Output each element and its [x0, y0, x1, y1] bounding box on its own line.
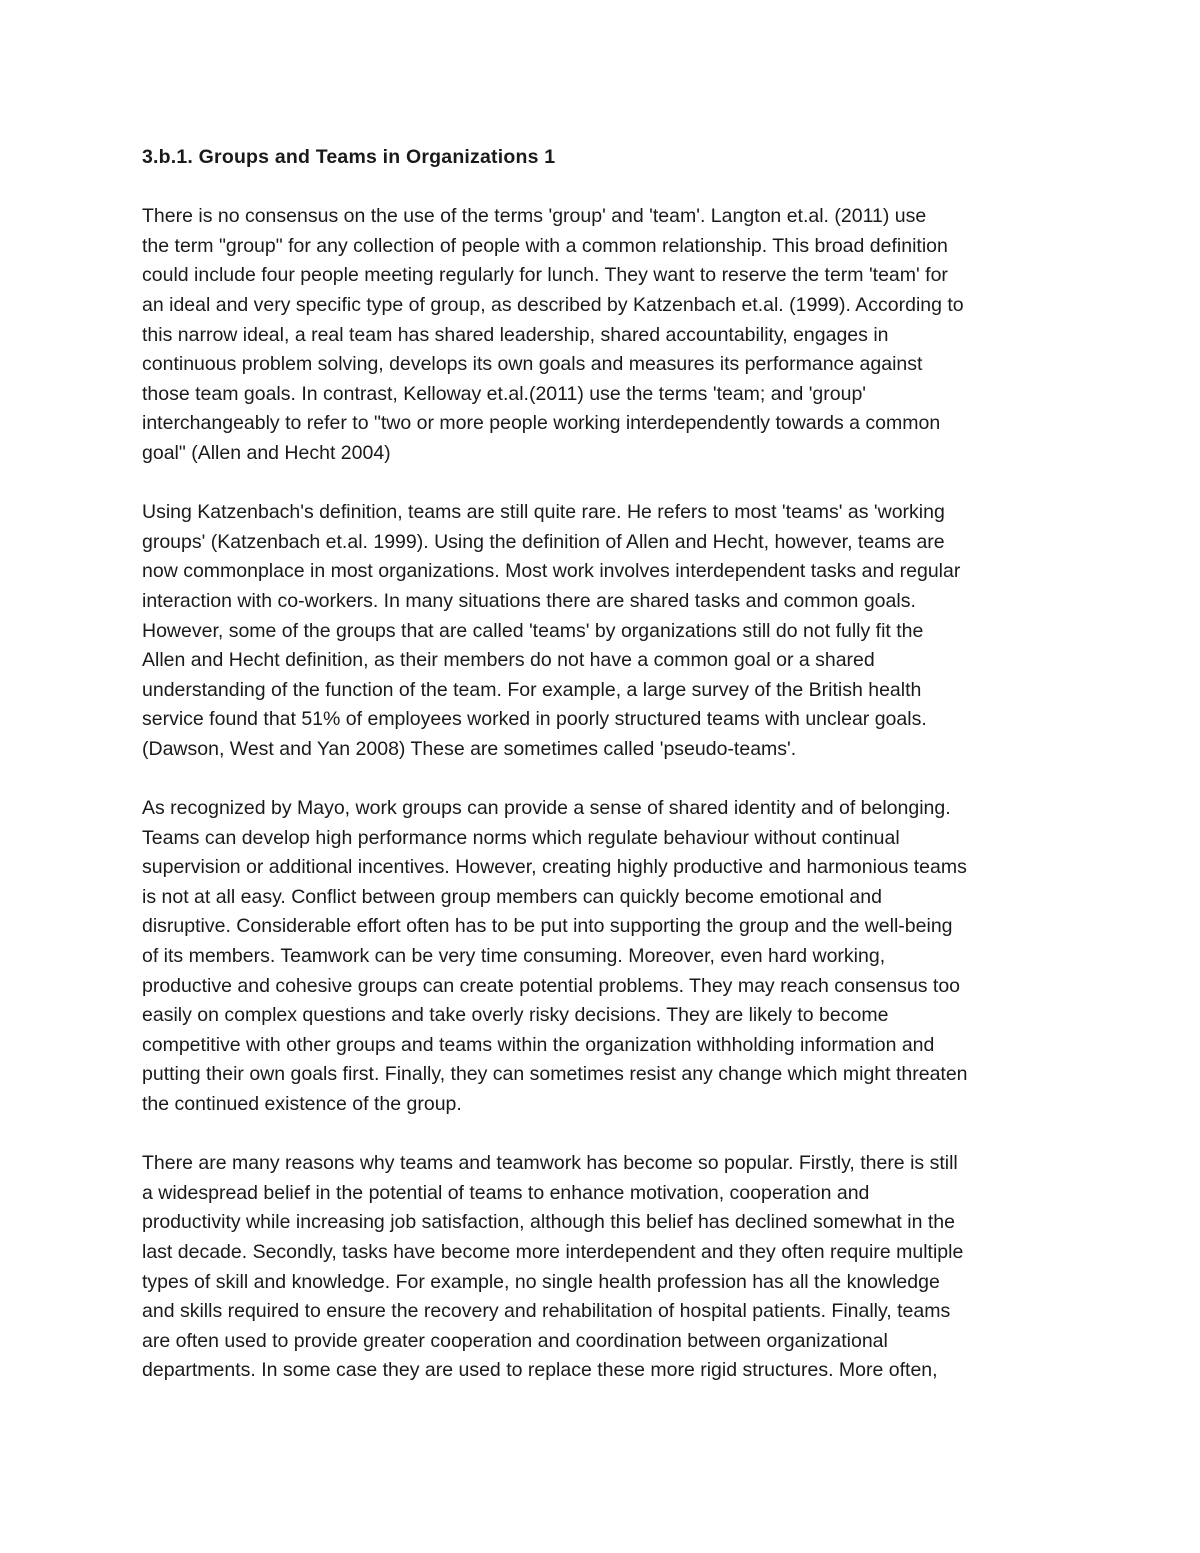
document-page	[142, 143, 1062, 1386]
paragraph-mayo: As recognized by Mayo, work groups can provide a sense of shared identity and of belonging. Teams can develop high performance norms which regulate behaviour without continual supervision or additional incentives. However, creating highly productive and harmonious teams is not at all easy. Conflict between group members can quickly become emotional and disruptive. Considerable effort often has to be put into supporting the group and the well-being of its members. Teamwork can be very time consuming. Moreover, even hard working, productive and cohesive groups can create potential problems. They may reach consensus too easily on complex questions and take overly risky decisions. They are likely to become competitive with other groups and teams within the organization withholding information and putting their own goals first. Finally, they can sometimes resist any change which might threaten the continued existence of the group.	[142, 797, 968, 1115]
paragraph-definitions: There is no consensus on the use of the terms 'group' and 'team'. Langton et.al. (2011) use the term "group" for any collection of people with a common relationship. This broad definition could include four people meeting regularly for lunch. They want to reserve the term 'team' for an ideal and very specific type of group, as described by Katzenbach et.al. (1999). According to this narrow ideal, a real team has shared leadership, shared accountability, engages in continuous problem solving, develops its own goals and measures its performance against those team goals. In contrast, Kelloway et.al.(2011) use the terms 'team; and 'group' interchangeably to refer to "two or more people working interdependently towards a common goal" (Allen and Hecht 2004)	[142, 205, 964, 464]
document-title: 3.b.1. Groups and Teams in Organizations 1	[142, 146, 556, 168]
paragraph-katzenbach: Using Katzenbach's definition, teams are still quite rare. He refers to most 'teams' as 'working groups' (Katzenbach et.al. 1999). Using the definition of Allen and Hecht, however, teams are now commonplace in most organizations. Most work involves interdependent tasks and regular interaction with co-workers. In many situations there are shared tasks and common goals. However, some of the groups that are called 'teams' by organizations still do not fully fit the Allen and Hecht definition, as their members do not have a common goal or a shared understanding of the function of the team. For example, a large survey of the British health service found that 51% of employees worked in poorly structured teams with unclear goals. (Dawson, West and Yan 2008) These are sometimes called 'pseudo-teams'.	[142, 501, 961, 760]
paragraph-reasons: There are many reasons why teams and teamwork has become so popular. Firstly, there is still a widespread belief in the potential of teams to enhance motivation, cooperation and productivity while increasing job satisfaction, although this belief has declined somewhat in the last decade. Secondly, tasks have become more interdependent and they often require multiple types of skill and knowledge. For example, no single health profession has all the knowledge and skills required to ensure the recovery and rehabilitation of hospital patients. Finally, teams are often used to provide greater cooperation and coordination between organizational departments. In some case they are used to replace these more rigid structures. More often,	[142, 1152, 964, 1382]
